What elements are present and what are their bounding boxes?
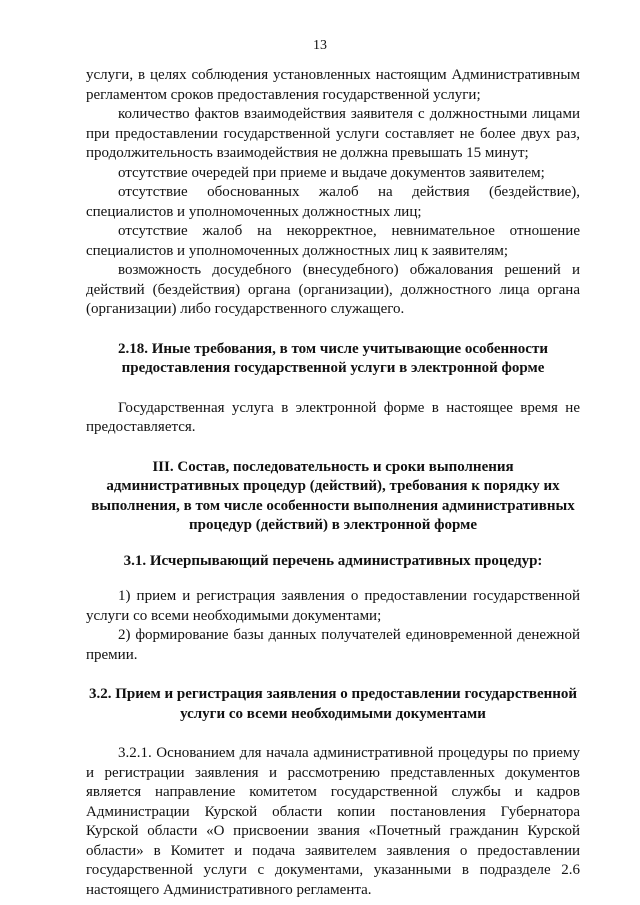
- procedure-item-1: 1) прием и регистрация заявления о предоставлении государственной услуги со всеми необходимыми документами;: [86, 588, 580, 624]
- paragraph-no-justified-complaints: отсутствие обоснованных жалоб на действия (бездействие), специалистов и уполномоченных должностных лиц;: [86, 184, 580, 220]
- procedure-item-2: 2) формирование базы данных получателей единовременной денежной премии.: [86, 627, 580, 663]
- page-content: [86, 66, 580, 900]
- paragraph-no-queues: отсутствие очередей при приеме и выдаче документов заявителем;: [118, 164, 545, 181]
- section-3-heading: III. Состав, последовательность и сроки выполнения административных процедур (действий), требования к порядку их выполнения, в том числе особенности выполнения административных процедур (действий) в электронной форме: [91, 458, 575, 533]
- section-3-1-heading: 3.1. Исчерпывающий перечень административных процедур:: [123, 552, 543, 569]
- paragraph-interaction-count: количество фактов взаимодействия заявителя с должностными лицами при предоставлении государственной услуги составляет не более двух раз, продолжительность взаимодействия не должна превышать 15 минут;: [86, 106, 580, 161]
- paragraph-pretrial-appeal: возможность досудебного (внесудебного) обжалования решений и действий (бездействия) органа (организации), должностного лица органа (организации) либо государственного служащего.: [86, 262, 580, 317]
- section-2-18-heading: 2.18. Иные требования, в том числе учитывающие особенности предоставления государственной услуги в электронной форме: [118, 340, 548, 376]
- section-3-2-1-text: 3.2.1. Основанием для начала административной процедуры по приему и регистрации заявления и рассмотрению представленных документов является направление комитетом государственной службы и кадров Администрации Курской области копии постановления Губернатора Курской области «О присвоении звания «Почетный гражданин Курской области» в Комитет и подача заявителем заявления о предоставлении государственной услуги с документами, указанными в подразделе 2.6 настоящего Административного регламента.: [86, 745, 580, 898]
- paragraph-service-deadlines: услуги, в целях соблюдения установленных настоящим Административным регламентом сроков предоставления государственной услуги;: [86, 67, 580, 103]
- paragraph-no-incorrect-attitude-complaints: отсутствие жалоб на некорректное, невнимательное отношение специалистов и уполномоченных должностных лиц к заявителям;: [86, 223, 580, 259]
- page-number: 13: [313, 38, 327, 53]
- section-2-18-text: Государственная услуга в электронной форме в настоящее время не предоставляется.: [86, 399, 580, 435]
- section-3-2-heading: 3.2. Прием и регистрация заявления о предоставлении государственной услуги со всеми необходимыми документами: [88, 686, 578, 722]
